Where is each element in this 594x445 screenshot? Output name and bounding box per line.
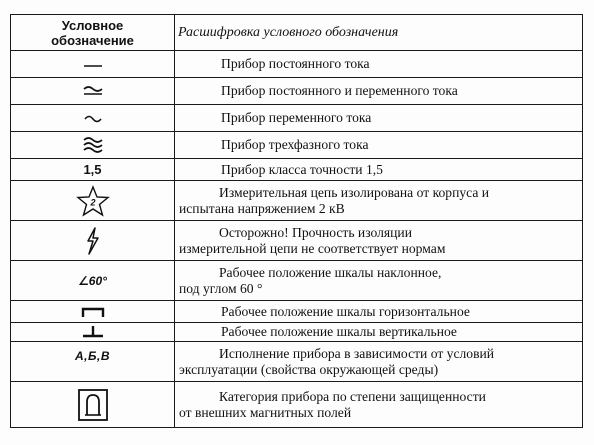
- description-text: Прибор класса точности 1,5: [221, 161, 383, 177]
- description-text: Прибор постоянного тока: [221, 56, 370, 71]
- description-line-1: Исполнение прибора в зависимости от условий: [219, 345, 495, 361]
- description-cell: [175, 78, 583, 105]
- table-row: [11, 181, 583, 221]
- magnetic-shield-icon: [77, 388, 109, 422]
- symbol-cell: [11, 181, 175, 221]
- header-desc-cell: [175, 15, 583, 51]
- symbol-cell: [11, 159, 175, 181]
- symbol-cell: [11, 221, 175, 261]
- description-line-2: испытана напряжением 2 кВ: [179, 200, 345, 216]
- description-cell: [175, 181, 583, 221]
- symbol-cell: [11, 261, 175, 301]
- header-desc-label: Расшифровка условного обозначения: [178, 24, 399, 40]
- header-row: [11, 15, 583, 51]
- table-row: [11, 323, 583, 342]
- description-text: Прибор переменного тока: [221, 110, 372, 125]
- accuracy-class-symbol: 1,5: [83, 161, 102, 177]
- description-line-2: под углом 60 °: [179, 280, 263, 296]
- description-cell: [175, 382, 583, 428]
- header-symbol-cell: [11, 15, 175, 51]
- symbols-table: [10, 14, 583, 428]
- description-text: Рабочее положение шкалы горизонтальное: [221, 303, 470, 319]
- dc-ac-icon: [78, 83, 108, 99]
- description-cell: [175, 159, 583, 181]
- vertical-position-icon: [78, 325, 108, 339]
- table-row: [11, 78, 583, 105]
- lightning-warning-icon: [81, 226, 105, 256]
- direct-current-icon: [78, 57, 108, 71]
- table-row: [11, 342, 583, 382]
- table-row: [11, 159, 583, 181]
- table-row: [11, 261, 583, 301]
- table-row: [11, 221, 583, 261]
- description-text: Прибор трехфазного тока: [221, 137, 369, 152]
- description-text: Прибор постоянного и переменного тока: [221, 83, 458, 98]
- description-cell: [175, 261, 583, 301]
- description-cell: [175, 323, 583, 342]
- symbol-cell: [11, 323, 175, 342]
- table-row: [11, 382, 583, 428]
- description-cell: [175, 51, 583, 78]
- star-label: 2: [89, 197, 96, 207]
- description-cell: [175, 301, 583, 323]
- description-text: Рабочее положение шкалы вертикальное: [221, 324, 457, 339]
- description-cell: [175, 132, 583, 159]
- symbol-cell: [11, 78, 175, 105]
- three-phase-icon: [78, 135, 108, 155]
- symbol-cell: [11, 382, 175, 428]
- angle-60-symbol: ∠60°: [78, 273, 107, 288]
- description-line-1: Категория прибора по степени защищенности: [219, 388, 486, 404]
- description-line-2: от внешних магнитных полей: [179, 404, 352, 420]
- description-cell: [175, 221, 583, 261]
- description-cell: [175, 105, 583, 132]
- table-row: [11, 301, 583, 323]
- description-line-1: Осторожно! Прочность изоляции: [219, 224, 412, 240]
- table-row: [11, 51, 583, 78]
- description-line-1: Рабочее положение шкалы наклонное,: [219, 264, 442, 280]
- symbol-cell: [11, 301, 175, 323]
- description-line-2: измерительной цепи не соответствует нормам: [179, 240, 446, 256]
- symbol-cell: [11, 132, 175, 159]
- horizontal-position-icon: [78, 305, 108, 319]
- alternating-current-icon: [78, 111, 108, 125]
- climatic-version-symbol: А,Б,В: [75, 349, 110, 363]
- symbol-cell: [11, 51, 175, 78]
- description-cell: [175, 342, 583, 382]
- insulation-test-star-icon: [76, 185, 110, 217]
- table-row: [11, 132, 583, 159]
- description-line-2: эксплуатации (свойства окружающей среды): [179, 361, 439, 377]
- header-symbol-label: Условное обозначение: [51, 17, 134, 48]
- symbol-cell: [11, 105, 175, 132]
- description-line-1: Измерительная цепь изолирована от корпуса и: [219, 184, 490, 200]
- symbol-cell: [11, 342, 175, 382]
- table-row: [11, 105, 583, 132]
